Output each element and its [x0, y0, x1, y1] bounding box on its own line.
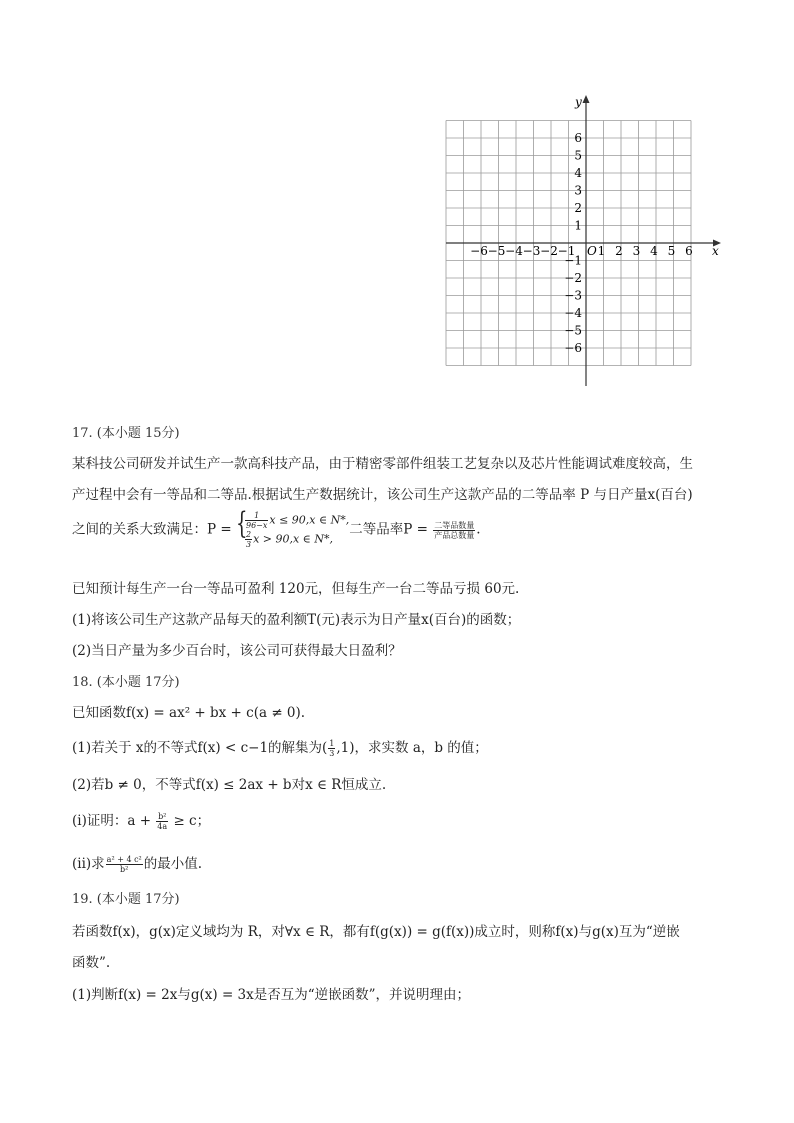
q18-subquestion-1: (1)若关于 x的不等式f(x) < c−1的解集为( $\frac{1}{3}$ ,1)，求实数 a，b 的值； [72, 739, 488, 758]
x-axis-label: x [712, 244, 719, 258]
y-tick-label: 2 [574, 201, 582, 215]
piece-two: $\frac{2}{3}$ x > 90,x ∈ N*, [245, 530, 333, 549]
piece-one: $\frac{1}{96-x}$ x ≤ 90,x ∈ N*, [245, 511, 350, 530]
q18-function-line: 已知函数f(x) = ax² + bx + c(a ≠ 0). [72, 705, 306, 721]
x-tick-label: 1 [597, 244, 606, 258]
q17-rate-text: 二等品率P = [349, 521, 433, 538]
q17-subquestion-2: (2)当日产量为多少百台时，该公司可获得最大日盈利？ [72, 643, 402, 659]
y-tick-label: −4 [564, 306, 582, 320]
q17-header: 17. (本小题 15分) [72, 426, 180, 441]
x-tick-label: −3 [522, 244, 541, 258]
piecewise-definition: { $\frac{1}{96-x}$ x ≤ 90,x ∈ N*, $\frac{2}{3}$ x > 90,x ∈ N*, [235, 506, 350, 549]
q17-formula-line: 之间的关系大致满足：P = { $\frac{1}{96-x}$ x ≤ 90,x ∈ N*, $\frac{2}{3}$ x > 90,x ∈ N*, 二等品率P = $\frac{\text{二等品数量}}{\text{产品总数量}}$ . [72, 506, 481, 549]
y-tick-label: −1 [564, 253, 582, 268]
q17-formula-prefix: 之间的关系大致满足：P = [72, 521, 236, 538]
x-tick-label: 4 [650, 244, 658, 258]
y-tick-label: 6 [574, 131, 582, 145]
y-tick-label: −6 [564, 341, 582, 355]
x-tick-label: 2 [615, 244, 623, 258]
q18-subquestion-2: (2)若b ≠ 0，不等式f(x) ≤ 2ax + b对x ∈ R恒成立. [72, 777, 387, 793]
x-tick-label: −6 [470, 244, 488, 258]
q18-header: 18. (本小题 17分) [72, 675, 180, 690]
q18-part-i: (i)证明：a + $\frac{\text{b²}}{4a}$ ≥ c； [72, 812, 211, 831]
q19-paragraph-line2: 函数”. [72, 955, 111, 971]
y-tick-label: 5 [574, 148, 582, 163]
q17-paragraph-line1: 某科技公司研发并试生产一款高科技产品，由于精密零部件组装工艺复杂以及芯片性能调试难度较高，生 [72, 456, 693, 472]
y-tick-label: −2 [564, 271, 582, 285]
q17-subquestion-1: (1)将该公司生产这款产品每天的盈利额T(元)表示为日产量x(百台)的函数； [72, 612, 521, 628]
x-tick-label: 5 [667, 244, 676, 258]
y-tick-label: −5 [564, 323, 582, 338]
x-tick-label: −5 [487, 244, 506, 258]
y-axis-label: y [575, 95, 582, 109]
q17-paragraph-line2: 产过程中会有一等品和二等品.根据试生产数据统计，该公司生产这款产品的二等品率 P 与日产量x(百台) [72, 487, 693, 503]
q19-subquestion-1: (1)判断f(x) = 2x与g(x) = 3x是否互为“逆嵌函数”，并说明理由； [72, 987, 471, 1003]
coordinate-grid-figure [436, 92, 726, 388]
y-tick-label: 1 [574, 218, 582, 233]
q19-header: 19. (本小题 17分) [72, 892, 180, 907]
q17-profit-line: 已知预计每生产一台一等品可盈利 120元，但每生产一台二等品亏损 60元. [72, 581, 520, 597]
rate-fraction: $\frac{\text{二等品数量}}{\text{产品总数量}}$ [434, 520, 475, 540]
q18-part-ii: (ii)求 $\frac{\text{a² + 4 c²}}{\text{b²}}$ 的最小值. [72, 855, 203, 874]
q19-paragraph-line1: 若函数f(x)，g(x)定义域均为 R，对∀x ∈ R，都有f(g(x)) = g(f(x))成立时，则称f(x)与g(x)互为“逆嵌 [72, 924, 680, 940]
y-axis-arrow [583, 95, 590, 103]
x-tick-label: 3 [632, 244, 641, 258]
x-tick-label: −4 [505, 244, 523, 258]
x-tick-label: −1 [557, 244, 576, 258]
origin-label: O [587, 244, 597, 258]
y-tick-label: 3 [574, 183, 582, 198]
y-tick-label: −3 [564, 288, 582, 303]
axes [446, 95, 721, 386]
x-tick-label: 6 [685, 244, 693, 258]
y-tick-label: 4 [574, 166, 582, 180]
x-tick-label: −2 [540, 244, 558, 258]
